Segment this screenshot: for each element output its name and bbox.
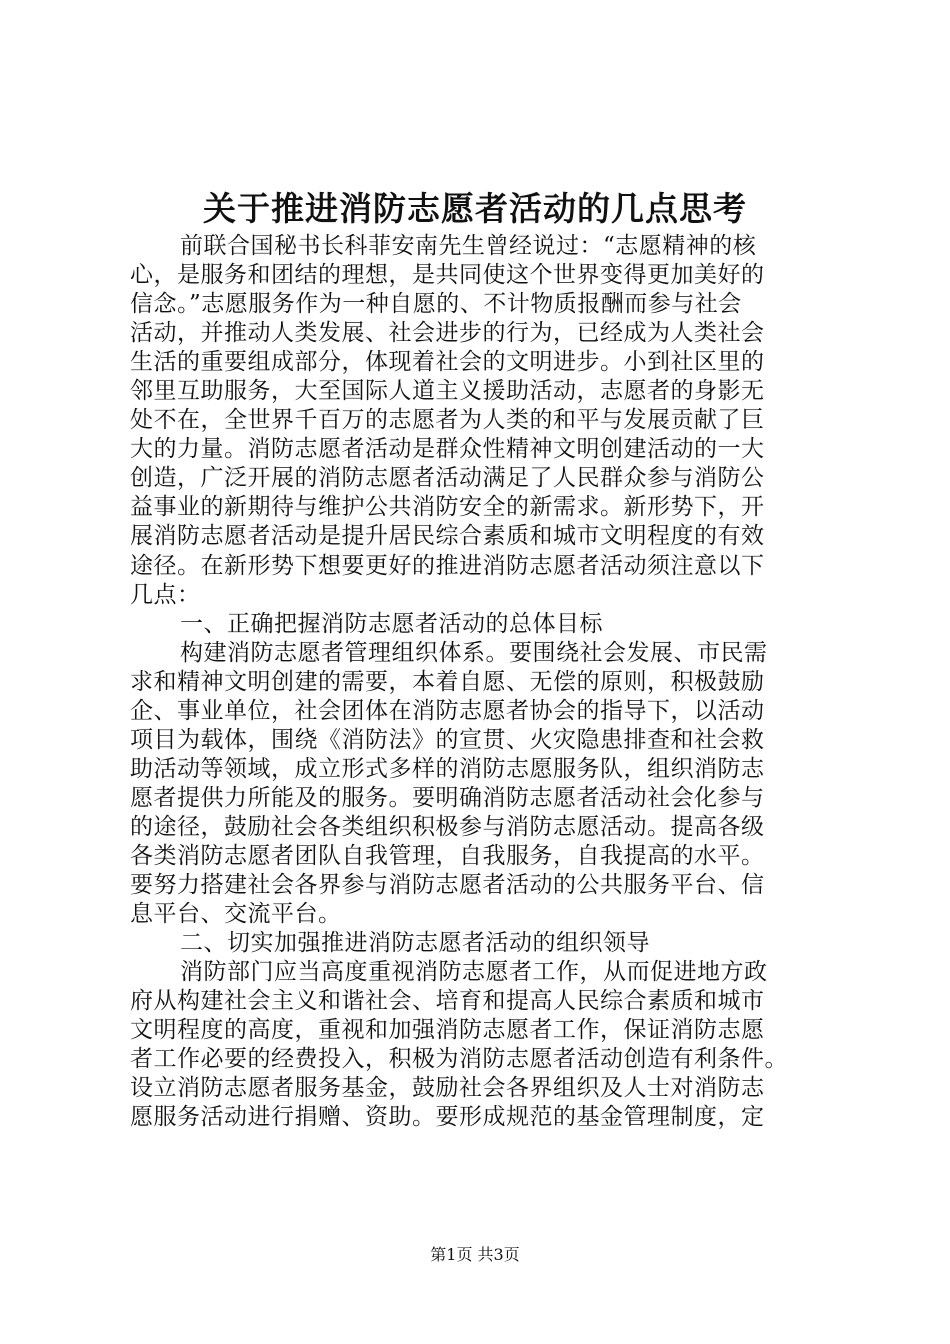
text-line: 信念。”志愿服务作为一种自愿的、不计物质报酬而参与社会 [130,291,742,318]
text-line: 展消防志愿者活动是提升居民综合素质和城市文明程度的有效 [130,523,765,550]
section-heading: 二、切实加强推进消防志愿者活动的组织领导 [180,930,650,957]
text-line: 息平台、交流平台。 [130,901,342,928]
text-line: 的途径，鼓励社会各类组织积极参与消防志愿活动。提高各级 [130,813,765,840]
text-line: 者工作必要的经费投入，积极为消防志愿者活动创造有利条件。 [130,1046,788,1073]
text-line: 途径。在新形势下想要更好的推进消防志愿者活动须注意以下 [130,552,765,579]
text-line: 助活动等领域，成立形式多样的消防志愿服务队，组织消防志 [130,755,765,782]
text-line: 文明程度的高度，重视和加强消防志愿者工作，保证消防志愿 [130,1017,765,1044]
text-line: 企、事业单位，社会团体在消防志愿者协会的指导下，以活动 [130,697,765,724]
text-line: 创造，广泛开展的消防志愿者活动满足了人民群众参与消防公 [130,465,765,492]
page-footer: 第1页 共3页 [430,1245,520,1264]
text-line: 设立消防志愿者服务基金，鼓励社会各界组织及人士对消防志 [130,1075,765,1102]
text-line: 前联合国秘书长科菲安南先生曾经说过：“志愿精神的核 [180,233,757,259]
document-body [130,232,830,1132]
text-line: 愿服务活动进行捐赠、资助。要形成规范的基金管理制度，定 [130,1104,765,1131]
text-line: 活动，并推动人类发展、社会进步的行为，已经成为人类社会 [130,320,765,347]
section-heading: 一、正确把握消防志愿者活动的总体目标 [180,610,603,637]
text-line: 府从构建社会主义和谐社会、培育和提高人民综合素质和城市 [130,988,765,1015]
text-line: 几点： [130,581,201,608]
text-line: 构建消防志愿者管理组织体系。要围绕社会发展、市民需 [180,639,768,666]
text-line: 要努力搭建社会各界参与消防志愿者活动的公共服务平台、信 [130,872,765,899]
text-line: 愿者提供力所能及的服务。要明确消防志愿者活动社会化参与 [130,784,765,811]
text-line: 大的力量。消防志愿者活动是群众性精神文明创建活动的一大 [130,436,765,463]
text-line: 消防部门应当高度重视消防志愿者工作，从而促进地方政 [180,959,768,986]
text-line: 邻里互助服务，大至国际人道主义援助活动，志愿者的身影无 [130,378,765,405]
document-title: 关于推进消防志愿者活动的几点思考 [203,189,747,228]
text-line: 处不在，全世界千百万的志愿者为人类的和平与发展贡献了巨 [130,407,765,434]
text-line: 项目为载体，围绕《消防法》的宣贯、火灾隐患排查和社会救 [130,726,765,753]
text-line: 心，是服务和团结的理想，是共同使这个世界变得更加美好的 [130,262,765,289]
text-line: 求和精神文明创建的需要，本着自愿、无偿的原则，积极鼓励 [130,668,765,695]
text-line: 生活的重要组成部分，体现着社会的文明进步。小到社区里的 [130,349,765,376]
text-line: 各类消防志愿者团队自我管理，自我服务，自我提高的水平。 [130,842,765,869]
text-line: 益事业的新期待与维护公共消防安全的新需求。新形势下，开 [130,494,765,521]
